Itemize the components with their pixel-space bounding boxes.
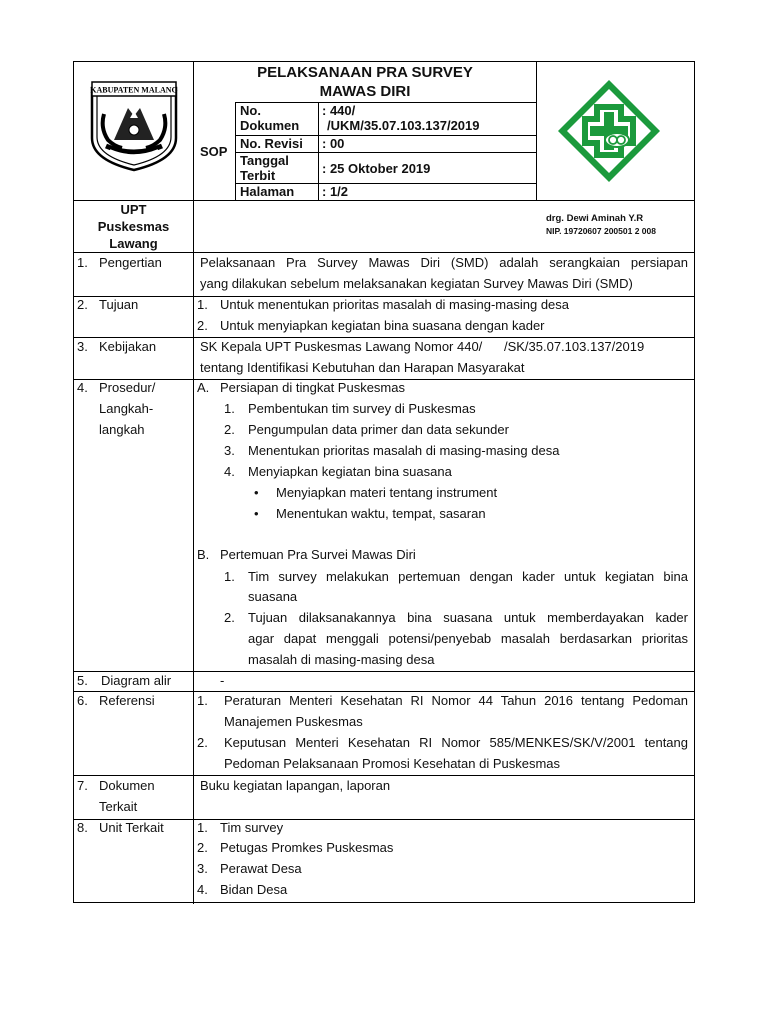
list-item: agar dapat menggali potensi/penyebab masalah berdasarkan prioritas <box>248 631 688 646</box>
meta-value-no-revisi: : 00 <box>322 136 345 151</box>
diagram-value: - <box>220 673 225 688</box>
list-number: 1. <box>197 297 208 312</box>
logo-text: KABUPATEN MALANG <box>90 85 178 95</box>
puskesmas-logo <box>554 76 664 186</box>
title-line: PELAKSANAAN PRA SURVEY <box>257 64 473 81</box>
meta-value-halaman: : 1/2 <box>322 184 349 199</box>
list-number: 4. <box>224 464 235 479</box>
row-number: 1. <box>77 255 88 270</box>
signer-block <box>546 213 691 237</box>
kabupaten-malang-emblem <box>84 78 184 172</box>
row-number: 7. <box>77 778 88 793</box>
list-item: Peraturan Menteri Kesehatan RI Nomor 44 Tahun 2016 tentang Pedoman <box>224 693 688 708</box>
row-number: 5. <box>77 673 88 688</box>
divider <box>235 102 236 200</box>
meta-label-halaman: Halaman <box>240 184 295 199</box>
pengertian-line: Pelaksanaan Pra Survey Mawas Diri (SMD) adalah serangkaian persiapan <box>200 255 688 270</box>
list-number: 2. <box>224 422 235 437</box>
row-number: 8. <box>77 820 88 835</box>
dokumen-value: Buku kegiatan lapangan, laporan <box>200 778 391 793</box>
section-heading: Pertemuan Pra Survei Mawas Diri <box>220 547 416 562</box>
list-number: 4. <box>197 882 208 897</box>
divider <box>193 62 194 904</box>
section-heading: Persiapan di tingkat Puskesmas <box>220 380 405 395</box>
divider <box>74 819 694 820</box>
row-label-dokumen-terkait: Dokumen Terkait <box>99 778 155 814</box>
list-item: Keputusan Menteri Kesehatan RI Nomor 585/MENKES/SK/V/2001 tentang <box>224 735 688 750</box>
row-label-referensi: Referensi <box>99 693 155 708</box>
list-number: 2. <box>197 735 208 750</box>
list-item: Untuk menyiapkan kegiatan bina suasana dengan kader <box>220 318 545 333</box>
list-item: masalah di masing-masing desa <box>248 652 435 667</box>
bullet-item: Menentukan waktu, tempat, sasaran <box>276 506 486 521</box>
list-number: 3. <box>224 443 235 458</box>
row-label-pengertian: Pengertian <box>99 255 162 270</box>
list-item: Pembentukan tim survey di Puskesmas <box>248 401 476 416</box>
section-letter: A. <box>197 380 210 395</box>
bullet-icon: • <box>254 506 259 521</box>
signer-nip: NIP. 19720607 200501 2 008 <box>546 226 656 236</box>
list-item: Pedoman Pelaksanaan Promosi Kesehatan di Puskesmas <box>224 756 561 771</box>
kebijakan-line: SK Kepala UPT Puskesmas Lawang Nomor 440/ /SK/35.07.103.137/2019 <box>200 339 645 354</box>
meta-label-tanggal-terbit: Tanggal Terbit <box>240 153 289 183</box>
unit-name: UPT Puskesmas Lawang <box>97 202 170 251</box>
list-item: Pengumpulan data primer dan data sekunder <box>248 422 509 437</box>
row-number: 2. <box>77 297 88 312</box>
list-number: 1. <box>224 569 235 584</box>
list-item: Petugas Promkes Puskesmas <box>220 840 394 855</box>
signer-name: drg. Dewi Aminah Y.R <box>546 213 644 224</box>
list-item: Untuk menentukan prioritas masalah di masing-masing desa <box>220 297 570 312</box>
document-title <box>194 63 536 101</box>
list-number: 2. <box>224 610 235 625</box>
row-number: 3. <box>77 339 88 354</box>
list-item: Menentukan prioritas masalah di masing-masing desa <box>248 443 560 458</box>
list-number: 1. <box>197 820 208 835</box>
row-label-prosedur: Prosedur/ Langkah- langkah <box>99 380 156 437</box>
row-label-tujuan: Tujuan <box>99 297 139 312</box>
bullet-item: Menyiapkan materi tentang instrument <box>276 485 498 500</box>
meta-label-no-dokumen: No. Dokumen <box>240 103 300 133</box>
section-letter: B. <box>197 547 210 562</box>
sop-label: SOP <box>200 144 228 159</box>
row-number: 6. <box>77 693 88 708</box>
pengertian-line: yang dilakukan sebelum melaksanakan kegiatan Survey Mawas Diri (SMD) <box>200 276 633 291</box>
list-number: 1. <box>197 693 208 708</box>
divider <box>536 62 537 200</box>
list-item: Tim survey melakukan pertemuan dengan kader untuk kegiatan bina <box>248 569 688 584</box>
divider <box>318 102 319 200</box>
list-item: Perawat Desa <box>220 861 302 876</box>
list-item: Manajemen Puskesmas <box>224 714 363 729</box>
list-number: 2. <box>197 318 208 333</box>
meta-label-no-revisi: No. Revisi <box>240 136 303 151</box>
meta-value-no-dokumen: : 440/ /UKM/35.07.103.137/2019 <box>322 103 480 133</box>
kebijakan-line: tentang Identifikasi Kebutuhan dan Harapan Masyarakat <box>200 360 525 375</box>
row-number: 4. <box>77 380 88 395</box>
title-line: MAWAS DIRI <box>319 83 411 100</box>
meta-value-tanggal-terbit: : 25 Oktober 2019 <box>322 161 431 176</box>
row-label-unit-terkait: Unit Terkait <box>99 820 164 835</box>
sop-document <box>73 61 695 903</box>
list-item: Menyiapkan kegiatan bina suasana <box>248 464 452 479</box>
list-number: 1. <box>224 401 235 416</box>
row-label-kebijakan: Kebijakan <box>99 339 157 354</box>
list-number: 3. <box>197 861 208 876</box>
list-item: suasana <box>248 589 298 604</box>
row-label-diagram-alir: Diagram alir <box>101 673 172 688</box>
list-item: Tim survey <box>220 820 284 835</box>
list-item: Tujuan dilaksanakannya bina suasana untuk memberdayakan kader <box>248 610 688 625</box>
bullet-icon: • <box>254 485 259 500</box>
list-number: 2. <box>197 840 208 855</box>
list-item: Bidan Desa <box>220 882 288 897</box>
